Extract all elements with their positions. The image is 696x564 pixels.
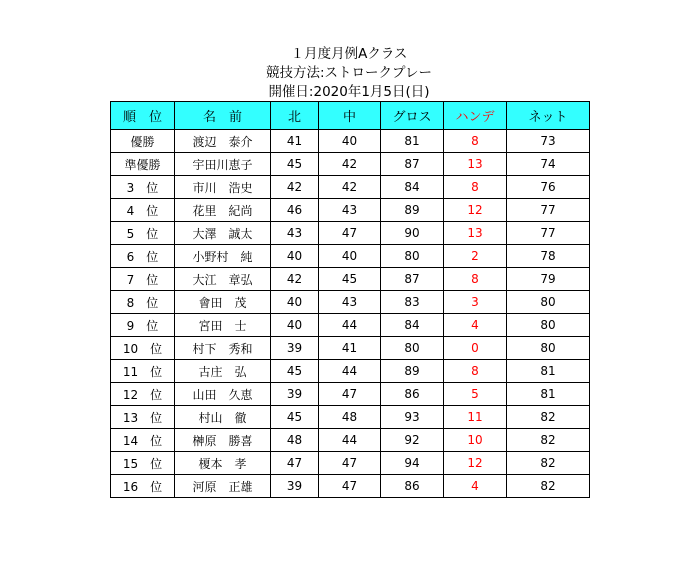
cell-north: 42 [271, 176, 319, 199]
table-row [111, 314, 590, 337]
cell-rank: 8 位 [111, 291, 175, 314]
cell-net: 73 [507, 130, 590, 153]
table-row [111, 406, 590, 429]
cell-name: 榎本 孝 [175, 452, 271, 475]
cell-rank: 11 位 [111, 360, 175, 383]
cell-rank: 13 位 [111, 406, 175, 429]
cell-north: 45 [271, 360, 319, 383]
cell-gross: 83 [381, 291, 444, 314]
cell-handicap: 10 [444, 429, 507, 452]
cell-name: 市川 浩史 [175, 176, 271, 199]
cell-middle: 42 [319, 176, 381, 199]
cell-handicap: 0 [444, 337, 507, 360]
cell-rank: 15 位 [111, 452, 175, 475]
cell-rank: 4 位 [111, 199, 175, 222]
table-row [111, 452, 590, 475]
cell-gross: 86 [381, 383, 444, 406]
cell-name: 榊原 勝喜 [175, 429, 271, 452]
cell-name: 村下 秀和 [175, 337, 271, 360]
cell-gross: 87 [381, 153, 444, 176]
cell-middle: 47 [319, 383, 381, 406]
cell-north: 48 [271, 429, 319, 452]
cell-rank: 準優勝 [111, 153, 175, 176]
header-gross: グロス [381, 102, 444, 130]
cell-handicap: 4 [444, 475, 507, 498]
cell-middle: 44 [319, 429, 381, 452]
header-middle: 中 [319, 102, 381, 130]
cell-gross: 89 [381, 360, 444, 383]
cell-gross: 80 [381, 337, 444, 360]
cell-middle: 44 [319, 360, 381, 383]
cell-net: 82 [507, 406, 590, 429]
header-net: ネット [507, 102, 590, 130]
table-row [111, 337, 590, 360]
cell-rank: 12 位 [111, 383, 175, 406]
table-row [111, 383, 590, 406]
cell-north: 39 [271, 383, 319, 406]
cell-handicap: 13 [444, 222, 507, 245]
cell-north: 40 [271, 314, 319, 337]
competition-title: １月度月例Aクラス [290, 46, 408, 62]
cell-north: 46 [271, 199, 319, 222]
table-row [111, 245, 590, 268]
table-row [111, 268, 590, 291]
cell-gross: 84 [381, 176, 444, 199]
cell-name: 大江 章弘 [175, 268, 271, 291]
cell-gross: 81 [381, 130, 444, 153]
cell-rank: 14 位 [111, 429, 175, 452]
cell-handicap: 8 [444, 268, 507, 291]
header-row [111, 102, 590, 130]
cell-north: 41 [271, 130, 319, 153]
table-row [111, 429, 590, 452]
cell-north: 42 [271, 268, 319, 291]
cell-handicap: 4 [444, 314, 507, 337]
cell-handicap: 11 [444, 406, 507, 429]
table-row [111, 176, 590, 199]
cell-name: 山田 久恵 [175, 383, 271, 406]
cell-name: 村山 徹 [175, 406, 271, 429]
cell-rank: 3 位 [111, 176, 175, 199]
cell-middle: 40 [319, 130, 381, 153]
cell-net: 80 [507, 314, 590, 337]
cell-middle: 40 [319, 245, 381, 268]
cell-rank: 6 位 [111, 245, 175, 268]
cell-middle: 43 [319, 291, 381, 314]
cell-north: 40 [271, 245, 319, 268]
header-name: 名 前 [175, 102, 271, 130]
cell-rank: 16 位 [111, 475, 175, 498]
cell-middle: 41 [319, 337, 381, 360]
cell-middle: 47 [319, 475, 381, 498]
cell-net: 79 [507, 268, 590, 291]
cell-name: 花里 紀尚 [175, 199, 271, 222]
cell-middle: 47 [319, 222, 381, 245]
cell-gross: 93 [381, 406, 444, 429]
cell-net: 76 [507, 176, 590, 199]
cell-name: 大澤 誠太 [175, 222, 271, 245]
cell-handicap: 3 [444, 291, 507, 314]
cell-rank: 5 位 [111, 222, 175, 245]
cell-name: 宇田川恵子 [175, 153, 271, 176]
results-table [110, 101, 590, 498]
cell-net: 82 [507, 452, 590, 475]
cell-net: 77 [507, 199, 590, 222]
cell-handicap: 12 [444, 452, 507, 475]
cell-net: 81 [507, 360, 590, 383]
cell-middle: 45 [319, 268, 381, 291]
cell-handicap: 5 [444, 383, 507, 406]
results-body [111, 130, 590, 498]
table-row [111, 222, 590, 245]
cell-net: 81 [507, 383, 590, 406]
table-row [111, 130, 590, 153]
cell-name: 小野村 純 [175, 245, 271, 268]
cell-handicap: 2 [444, 245, 507, 268]
cell-net: 82 [507, 475, 590, 498]
cell-handicap: 12 [444, 199, 507, 222]
table-row [111, 475, 590, 498]
cell-net: 77 [507, 222, 590, 245]
cell-gross: 94 [381, 452, 444, 475]
cell-middle: 42 [319, 153, 381, 176]
cell-gross: 80 [381, 245, 444, 268]
cell-net: 78 [507, 245, 590, 268]
cell-name: 河原 正雄 [175, 475, 271, 498]
cell-name: 宮田 士 [175, 314, 271, 337]
header-north: 北 [271, 102, 319, 130]
cell-handicap: 13 [444, 153, 507, 176]
cell-gross: 84 [381, 314, 444, 337]
cell-north: 43 [271, 222, 319, 245]
cell-gross: 90 [381, 222, 444, 245]
cell-rank: 7 位 [111, 268, 175, 291]
table-row [111, 153, 590, 176]
cell-handicap: 8 [444, 360, 507, 383]
cell-name: 會田 茂 [175, 291, 271, 314]
cell-rank: 10 位 [111, 337, 175, 360]
cell-north: 40 [271, 291, 319, 314]
cell-rank: 9 位 [111, 314, 175, 337]
cell-gross: 92 [381, 429, 444, 452]
cell-net: 82 [507, 429, 590, 452]
cell-north: 39 [271, 337, 319, 360]
cell-middle: 43 [319, 199, 381, 222]
cell-north: 47 [271, 452, 319, 475]
cell-net: 80 [507, 337, 590, 360]
cell-name: 渡辺 泰介 [175, 130, 271, 153]
cell-north: 45 [271, 406, 319, 429]
header-handicap: ハンデ [444, 102, 507, 130]
competition-date: 開催日:2020年1月5日(日) [268, 84, 430, 100]
cell-middle: 48 [319, 406, 381, 429]
cell-north: 39 [271, 475, 319, 498]
cell-gross: 89 [381, 199, 444, 222]
cell-net: 80 [507, 291, 590, 314]
cell-name: 古庄 弘 [175, 360, 271, 383]
competition-format: 競技方法:ストロークプレー [265, 65, 432, 81]
cell-handicap: 8 [444, 130, 507, 153]
cell-net: 74 [507, 153, 590, 176]
cell-middle: 44 [319, 314, 381, 337]
cell-rank: 優勝 [111, 130, 175, 153]
cell-gross: 86 [381, 475, 444, 498]
title-block [110, 45, 588, 102]
cell-north: 45 [271, 153, 319, 176]
cell-gross: 87 [381, 268, 444, 291]
table-row [111, 360, 590, 383]
table-row [111, 291, 590, 314]
cell-middle: 47 [319, 452, 381, 475]
header-rank: 順 位 [111, 102, 175, 130]
table-row [111, 199, 590, 222]
cell-handicap: 8 [444, 176, 507, 199]
